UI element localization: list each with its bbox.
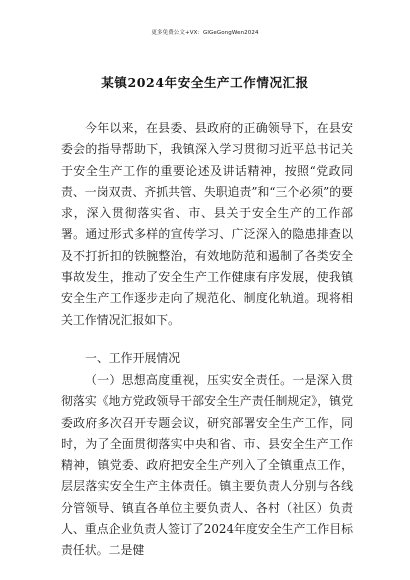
body-paragraph-section-1: （一）思想高度重视，压实安全责任。一是深入贯彻落实《地方党政领导干部安全生产责任制规定》，镇党委政府多次召开专题会议，研究部署安全生产工作，同时，为了全面贯彻落实中央和省、市、县安全生产工作精神，镇党委、政府把安全生产列入了全镇重点工作，层层落实安全生产主体责任。镇主要负责人分别与各线分管领导、镇直各单位主要负责人、各村（社区）负责人、重点企业负责人签订了2024年度安全生产工作目标责任状。二是健: [61, 373, 353, 558]
body-paragraph-intro: 今年以来，在县委、县政府的正确领导下，在县安委会的指导帮助下，我镇深入学习贯彻习近平总书记关于安全生产工作的重要论述及讲话精神，按照“党政同责、一岗双责、齐抓共管、失职追责”和“三个必须”的要求，深入贯彻落实省、市、县关于安全生产的工作部署。通过形式多样的宣传学习、广泛深入的隐患排查以及不打折扣的铁腕整治，有效地防范和遏制了各类安全事故发生，推动了安全生产工作健康有序发展，使我镇安全生产工作逐步走向了规范化、制度化轨道。现将相关工作情况汇报如下。: [61, 121, 353, 327]
header-note: 更多免费公文+VX：GlGeGongWen2024: [151, 30, 259, 36]
section-heading: 一、工作开展情况: [85, 351, 181, 365]
document-title: 某镇2024年安全生产工作情况汇报: [101, 75, 309, 90]
